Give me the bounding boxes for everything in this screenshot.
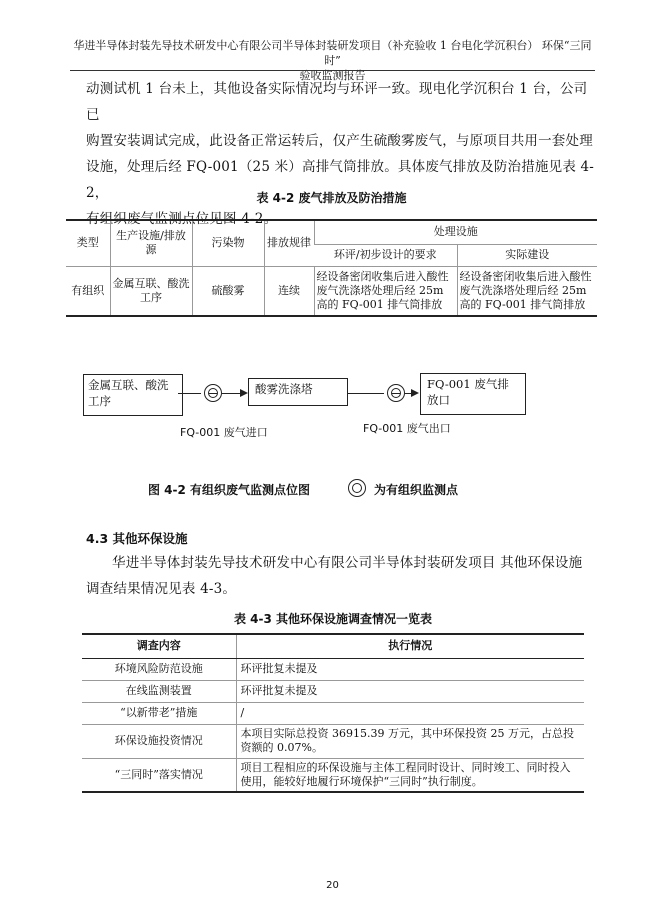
- cell-actual: 经设备密闭收集后进入酸性废气洗涤塔处理后经 25m 高的 FQ-001 排气筒排放: [457, 266, 597, 316]
- header-treatment: 处理设施: [314, 220, 597, 244]
- cell-pattern: 连续: [264, 266, 314, 316]
- intro-line: 有组织废气监测点位见图 4-2。: [86, 211, 278, 227]
- monitoring-point-icon: [204, 384, 222, 402]
- flow-arrow-line: [178, 393, 201, 394]
- table-4-3-caption: 表 4-3 其他环保设施调查情况一览表: [233, 612, 433, 626]
- cell-status: /: [236, 702, 584, 724]
- flow-arrow-head: [411, 389, 419, 397]
- section-title: 4.3 其他环保设施: [86, 531, 188, 546]
- cell-item: “以新带老”措施: [82, 702, 236, 724]
- cell-source: 金属互联、酸洗工序: [110, 266, 192, 316]
- cell-item: 在线监测装置: [82, 680, 236, 702]
- label-inlet: FQ-001 废气进口: [180, 426, 268, 439]
- page-number: 20: [326, 880, 339, 891]
- header-divider: [70, 70, 595, 71]
- process-box-scrubber: 酸雾洗涤塔: [248, 378, 348, 406]
- table-row: [82, 680, 584, 702]
- legend-monitoring-icon: [348, 479, 366, 497]
- section-line: 华进半导体封装先导技术研发中心有限公司半导体封装研发项目 其他环保设施: [112, 555, 583, 571]
- table-4-3: [82, 633, 584, 793]
- header-pattern: 排放规律: [264, 220, 314, 266]
- header-item: 调查内容: [82, 634, 236, 658]
- cell-status: 环评批复未提及: [236, 658, 584, 680]
- cell-item: “三同时”落实情况: [82, 758, 236, 792]
- cell-status: 环评批复未提及: [236, 680, 584, 702]
- table-row: [82, 724, 584, 758]
- header-actual: 实际建设: [457, 244, 597, 266]
- header-source: 生产设施/排放源: [110, 220, 192, 266]
- intro-paragraph: [86, 76, 596, 232]
- flow-arrow-head: [240, 389, 248, 397]
- monitoring-point-icon: [387, 384, 405, 402]
- cell-type: 有组织: [66, 266, 110, 316]
- cell-status: 本项目实际总投资 36915.39 万元，其中环保投资 25 万元，占总投资额的 0.07%。: [236, 724, 584, 758]
- table-4-2: [66, 219, 597, 317]
- header-type: 类型: [66, 220, 110, 266]
- section-line: 调查结果情况见表 4-3。: [86, 581, 237, 597]
- process-box-outlet: FQ-001 废气排放口: [420, 373, 526, 415]
- cell-item: 环保设施投资情况: [82, 724, 236, 758]
- intro-line: 购置安装调试完成，此设备正常运转后，仅产生硫酸雾废气，与原项目共用一套处理: [86, 133, 593, 149]
- flow-arrow-line: [348, 393, 384, 394]
- cell-eia: 经设备密闭收集后进入酸性废气洗涤塔处理后经 25m 高的 FQ-001 排气筒排放: [314, 266, 457, 316]
- cell-status: 项目工程相应的环保设施与主体工程同时设计、同时竣工、同时投入使用，能较好地履行环境保护“三同时”执行制度。: [236, 758, 584, 792]
- table-4-2-caption: 表 4-2 废气排放及防治措施: [256, 191, 407, 205]
- section-paragraph: [86, 550, 596, 602]
- label-outlet: FQ-001 废气出口: [363, 422, 451, 435]
- table-row: [82, 758, 584, 792]
- cell-pollutant: 硫酸雾: [192, 266, 264, 316]
- table-row: [82, 702, 584, 724]
- figure-4-2-caption: 图 4-2 有组织废气监测点位图: [148, 483, 311, 497]
- intro-line: 动测试机 1 台未上，其他设备实际情况均与环评一致。现电化学沉积台 1 台，公司已: [86, 81, 588, 123]
- header-pollutant: 污染物: [192, 220, 264, 266]
- header-title: 华进半导体封装先导技术研发中心有限公司半导体封装研发项目（补充验收 1 台电化学沉积台） 环保“三同时”: [73, 39, 592, 67]
- table-row: [66, 266, 597, 316]
- header-eia: 环评/初步设计的要求: [314, 244, 457, 266]
- legend-text: 为有组织监测点: [374, 483, 459, 497]
- cell-item: 环境风险防范设施: [82, 658, 236, 680]
- table-row: [82, 658, 584, 680]
- header-status: 执行情况: [236, 634, 584, 658]
- process-box-source: 金属互联、酸洗工序: [83, 374, 183, 416]
- intro-line: 设施，处理后经 FQ-001（25 米）高排气筒排放。具体废气排放及防治措施见表 4-2，: [86, 159, 595, 201]
- flow-arrow-line: [222, 393, 242, 394]
- header-subtitle: 验收监测报告: [299, 69, 366, 82]
